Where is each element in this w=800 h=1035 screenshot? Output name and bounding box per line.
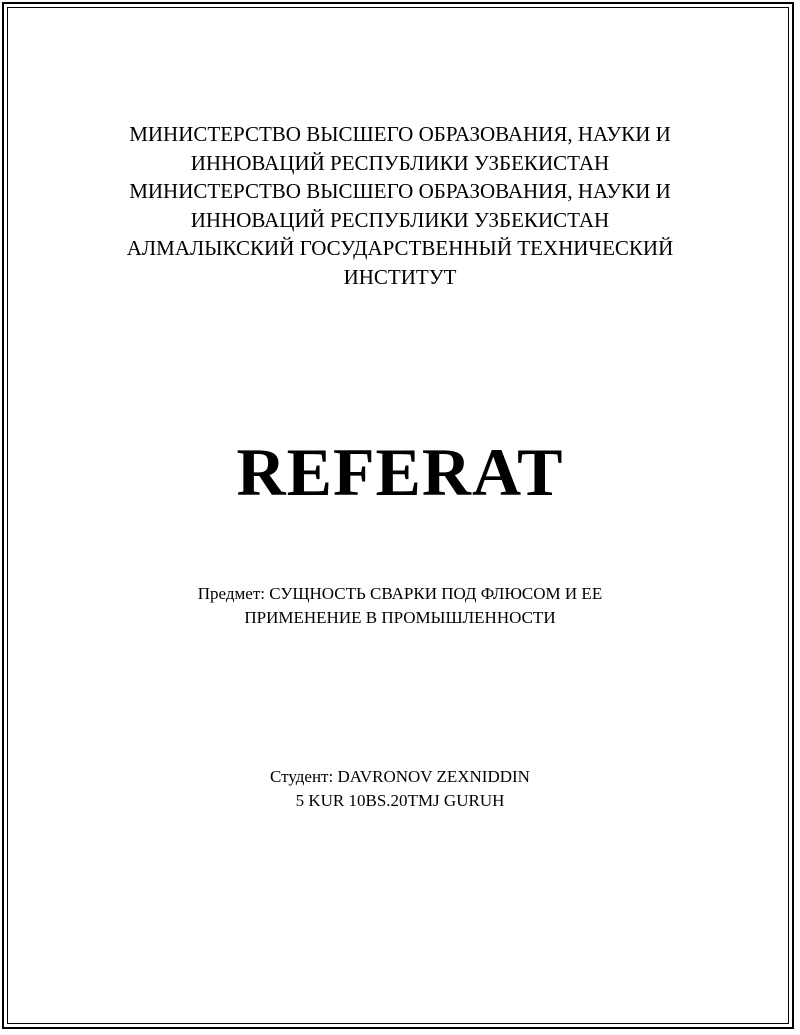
- subject-line: ПРИМЕНЕНИЕ В ПРОМЫШЛЕННОСТИ: [244, 608, 556, 627]
- student-group: 5 KUR 10BS.20TMJ GURUH: [295, 791, 505, 810]
- student-block: [0, 765, 800, 813]
- header-line: АЛМАЛЫКСКИЙ ГОСУДАРСТВЕННЫЙ ТЕХНИЧЕСКИЙ: [126, 236, 674, 260]
- header-line: ИННОВАЦИЙ РЕСПУБЛИКИ УЗБЕКИСТАН: [190, 150, 610, 175]
- header-line: ИНСТИТУТ: [343, 264, 457, 289]
- ministry-header: [0, 120, 800, 291]
- header-line: МИНИСТЕРСТВО ВЫСШЕГО ОБРАЗОВАНИЯ, НАУКИ И: [129, 122, 671, 146]
- subject-block: [0, 582, 800, 630]
- header-line: МИНИСТЕРСТВО ВЫСШЕГО ОБРАЗОВАНИЯ, НАУКИ И: [129, 179, 671, 203]
- header-line: ИННОВАЦИЙ РЕСПУБЛИКИ УЗБЕКИСТАН: [190, 207, 610, 232]
- subject-line: Предмет: СУЩНОСТЬ СВАРКИ ПОД ФЛЮСОМ И ЕЕ: [197, 584, 603, 603]
- student-name: Студент: DAVRONOV ZEXNIDDIN: [270, 767, 530, 786]
- document-title: REFERAT: [236, 434, 564, 510]
